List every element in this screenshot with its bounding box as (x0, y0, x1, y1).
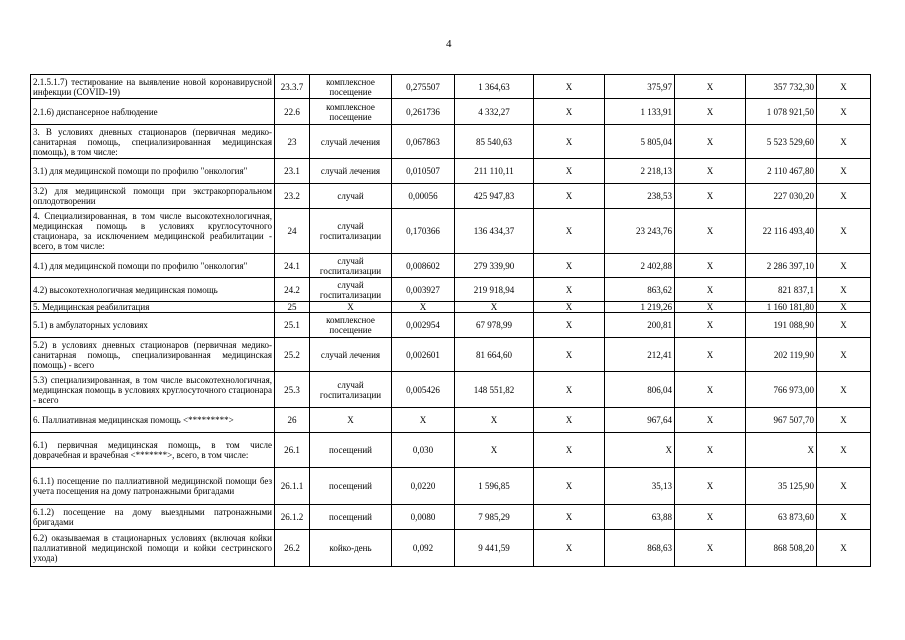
volume-norm-cell: 0,002954 (392, 313, 455, 338)
volume-norm-cell: 0,170366 (392, 209, 455, 254)
column-6-cell: X (534, 505, 605, 530)
column-6-cell: X (534, 184, 605, 209)
column-9-cell: 22 116 493,40 (746, 209, 817, 254)
column-7-cell: 23 243,76 (605, 209, 675, 254)
unit-cell: случай госпитализации (310, 278, 392, 302)
column-10-cell: X (817, 530, 871, 567)
table-row (31, 125, 871, 159)
service-name-cell: 5. Медицинская реабилитация (31, 302, 275, 313)
row-number-cell: 25 (275, 302, 310, 313)
table-row (31, 184, 871, 209)
column-7-cell: 35,13 (605, 468, 675, 505)
table-row (31, 278, 871, 302)
column-10-cell: X (817, 209, 871, 254)
column-8-cell: X (675, 159, 746, 184)
unit-cell: случай лечения (310, 125, 392, 159)
row-number-cell: 24.1 (275, 254, 310, 278)
column-6-cell: X (534, 159, 605, 184)
column-9-cell: 63 873,60 (746, 505, 817, 530)
row-number-cell: 25.3 (275, 372, 310, 408)
column-10-cell: X (817, 159, 871, 184)
column-9-cell: 227 030,20 (746, 184, 817, 209)
table-row (31, 99, 871, 125)
cost-norm-cell: 425 947,83 (455, 184, 534, 209)
row-number-cell: 23.3.7 (275, 75, 310, 99)
column-6-cell: X (534, 313, 605, 338)
cost-norm-cell: 9 441,59 (455, 530, 534, 567)
column-8-cell: X (675, 184, 746, 209)
column-9-cell: 5 523 529,60 (746, 125, 817, 159)
column-8-cell: X (675, 99, 746, 125)
cost-norm-cell: 279 339,90 (455, 254, 534, 278)
cost-norm-cell: 7 985,29 (455, 505, 534, 530)
volume-norm-cell: 0,261736 (392, 99, 455, 125)
column-9-cell: 868 508,20 (746, 530, 817, 567)
column-9-cell: 1 160 181,80 (746, 302, 817, 313)
cost-norm-cell: 67 978,99 (455, 313, 534, 338)
column-7-cell: 2 402,88 (605, 254, 675, 278)
page-number: 4 (446, 38, 452, 50)
column-6-cell: X (534, 209, 605, 254)
unit-cell: случай госпитализации (310, 372, 392, 408)
row-number-cell: 24 (275, 209, 310, 254)
column-8-cell: X (675, 302, 746, 313)
unit-cell: посещений (310, 433, 392, 468)
table-row (31, 433, 871, 468)
column-7-cell: 967,64 (605, 408, 675, 433)
column-10-cell: X (817, 468, 871, 505)
column-6-cell: X (534, 433, 605, 468)
row-number-cell: 23.1 (275, 159, 310, 184)
service-name-cell: 6.2) оказываемая в стационарных условиях (включая койки паллиативной медицинской помощи и койки сестринского ухода) (31, 530, 275, 567)
unit-cell: X (310, 408, 392, 433)
cost-norm-cell: 1 596,85 (455, 468, 534, 505)
column-8-cell: X (675, 338, 746, 372)
service-name-cell: 3.2) для медицинской помощи при экстракорпоральном оплодотворении (31, 184, 275, 209)
cost-norm-cell: X (455, 433, 534, 468)
cost-norm-cell: 211 110,11 (455, 159, 534, 184)
service-name-cell: 4.1) для медицинской помощи по профилю "онкология" (31, 254, 275, 278)
column-7-cell: 5 805,04 (605, 125, 675, 159)
table-row (31, 408, 871, 433)
column-8-cell: X (675, 209, 746, 254)
column-10-cell: X (817, 278, 871, 302)
column-7-cell: 2 218,13 (605, 159, 675, 184)
unit-cell: случай лечения (310, 159, 392, 184)
column-6-cell: X (534, 302, 605, 313)
row-number-cell: 25.2 (275, 338, 310, 372)
volume-norm-cell: 0,275507 (392, 75, 455, 99)
column-6-cell: X (534, 99, 605, 125)
unit-cell: комплексное посещение (310, 313, 392, 338)
column-7-cell: 806,04 (605, 372, 675, 408)
unit-cell: посещений (310, 505, 392, 530)
row-number-cell: 23 (275, 125, 310, 159)
column-7-cell: X (605, 433, 675, 468)
service-name-cell: 6.1) первичная медицинская помощь, в том числе доврачебная и врачебная <*******>, всего, в том числе: (31, 433, 275, 468)
column-7-cell: 63,88 (605, 505, 675, 530)
cost-norm-cell: 1 364,63 (455, 75, 534, 99)
column-8-cell: X (675, 505, 746, 530)
service-name-cell: 6.1.1) посещение по паллиативной медицинской помощи без учета посещения на дому патронажными бригадами (31, 468, 275, 505)
column-10-cell: X (817, 184, 871, 209)
service-name-cell: 2.1.6) диспансерное наблюдение (31, 99, 275, 125)
cost-norm-cell: X (455, 408, 534, 433)
table-row (31, 254, 871, 278)
column-7-cell: 375,97 (605, 75, 675, 99)
unit-cell: комплексное посещение (310, 75, 392, 99)
cost-norm-cell: 219 918,94 (455, 278, 534, 302)
column-7-cell: 200,81 (605, 313, 675, 338)
column-8-cell: X (675, 278, 746, 302)
column-9-cell: 2 110 467,80 (746, 159, 817, 184)
column-6-cell: X (534, 408, 605, 433)
column-8-cell: X (675, 254, 746, 278)
table-row (31, 372, 871, 408)
service-name-cell: 4. Специализированная, в том числе высокотехнологичная, медицинская помощь в условиях круглосуточного стационара, за исключением медицинской реабилитации - всего, в том числе: (31, 209, 275, 254)
table-row (31, 209, 871, 254)
row-number-cell: 26.1.1 (275, 468, 310, 505)
cost-norm-cell: 85 540,63 (455, 125, 534, 159)
column-7-cell: 238,53 (605, 184, 675, 209)
column-8-cell: X (675, 468, 746, 505)
column-9-cell: 821 837,1 (746, 278, 817, 302)
row-number-cell: 26.1.2 (275, 505, 310, 530)
volume-norm-cell: X (392, 408, 455, 433)
service-name-cell: 2.1.5.1.7) тестирование на выявление новой коронавирусной инфекции (COVID-19) (31, 75, 275, 99)
column-9-cell: 2 286 397,10 (746, 254, 817, 278)
unit-cell: случай госпитализации (310, 254, 392, 278)
table-row (31, 302, 871, 313)
column-6-cell: X (534, 254, 605, 278)
service-name-cell: 5.2) в условиях дневных стационаров (первичная медико-санитарная помощь, специализированная медицинская помощь) - всего (31, 338, 275, 372)
volume-norm-cell: 0,003927 (392, 278, 455, 302)
cost-norm-cell: 4 332,27 (455, 99, 534, 125)
service-name-cell: 5.3) специализированная, в том числе высокотехнологичная, медицинская помощь в условиях круглосуточного стационара - всего (31, 372, 275, 408)
column-9-cell: 1 078 921,50 (746, 99, 817, 125)
unit-cell: случай госпитализации (310, 209, 392, 254)
unit-cell: случай (310, 184, 392, 209)
volume-norm-cell: 0,010507 (392, 159, 455, 184)
volume-norm-cell: 0,008602 (392, 254, 455, 278)
column-8-cell: X (675, 530, 746, 567)
column-9-cell: 967 507,70 (746, 408, 817, 433)
volume-norm-cell: 0,092 (392, 530, 455, 567)
column-9-cell: 191 088,90 (746, 313, 817, 338)
column-7-cell: 863,62 (605, 278, 675, 302)
column-9-cell: 35 125,90 (746, 468, 817, 505)
column-10-cell: X (817, 408, 871, 433)
service-name-cell: 6.1.2) посещение на дому выездными патронажными бригадами (31, 505, 275, 530)
row-number-cell: 26 (275, 408, 310, 433)
volume-norm-cell: 0,0080 (392, 505, 455, 530)
column-10-cell: X (817, 505, 871, 530)
unit-cell: комплексное посещение (310, 99, 392, 125)
table-row (31, 159, 871, 184)
column-9-cell: X (746, 433, 817, 468)
service-name-cell: 5.1) в амбулаторных условиях (31, 313, 275, 338)
row-number-cell: 26.1 (275, 433, 310, 468)
norms-table (30, 74, 871, 567)
column-7-cell: 1 133,91 (605, 99, 675, 125)
table-row (31, 505, 871, 530)
table-row (31, 313, 871, 338)
cost-norm-cell: X (455, 302, 534, 313)
column-10-cell: X (817, 75, 871, 99)
service-name-cell: 3. В условиях дневных стационаров (первичная медико-санитарная помощь, специализированная медицинская помощь), в том числе: (31, 125, 275, 159)
column-10-cell: X (817, 433, 871, 468)
row-number-cell: 25.1 (275, 313, 310, 338)
column-9-cell: 766 973,00 (746, 372, 817, 408)
row-number-cell: 26.2 (275, 530, 310, 567)
unit-cell: случай лечения (310, 338, 392, 372)
cost-norm-cell: 136 434,37 (455, 209, 534, 254)
column-8-cell: X (675, 75, 746, 99)
volume-norm-cell: 0,0220 (392, 468, 455, 505)
volume-norm-cell: 0,00056 (392, 184, 455, 209)
column-8-cell: X (675, 408, 746, 433)
table-row (31, 338, 871, 372)
volume-norm-cell: X (392, 302, 455, 313)
table-row (31, 468, 871, 505)
column-10-cell: X (817, 99, 871, 125)
table-row (31, 75, 871, 99)
unit-cell: X (310, 302, 392, 313)
column-8-cell: X (675, 125, 746, 159)
column-7-cell: 868,63 (605, 530, 675, 567)
column-6-cell: X (534, 75, 605, 99)
table-row (31, 530, 871, 567)
column-7-cell: 212,41 (605, 338, 675, 372)
column-6-cell: X (534, 125, 605, 159)
row-number-cell: 22.6 (275, 99, 310, 125)
volume-norm-cell: 0,002601 (392, 338, 455, 372)
column-7-cell: 1 219,26 (605, 302, 675, 313)
row-number-cell: 23.2 (275, 184, 310, 209)
column-10-cell: X (817, 338, 871, 372)
service-name-cell: 3.1) для медицинской помощи по профилю "онкология" (31, 159, 275, 184)
column-10-cell: X (817, 302, 871, 313)
cost-norm-cell: 81 664,60 (455, 338, 534, 372)
column-10-cell: X (817, 313, 871, 338)
column-8-cell: X (675, 313, 746, 338)
column-6-cell: X (534, 468, 605, 505)
volume-norm-cell: 0,030 (392, 433, 455, 468)
column-6-cell: X (534, 278, 605, 302)
column-6-cell: X (534, 338, 605, 372)
column-10-cell: X (817, 372, 871, 408)
column-8-cell: X (675, 372, 746, 408)
column-10-cell: X (817, 254, 871, 278)
row-number-cell: 24.2 (275, 278, 310, 302)
column-6-cell: X (534, 372, 605, 408)
unit-cell: посещений (310, 468, 392, 505)
column-10-cell: X (817, 125, 871, 159)
column-9-cell: 202 119,90 (746, 338, 817, 372)
unit-cell: койко-день (310, 530, 392, 567)
volume-norm-cell: 0,005426 (392, 372, 455, 408)
volume-norm-cell: 0,067863 (392, 125, 455, 159)
column-8-cell: X (675, 433, 746, 468)
service-name-cell: 4.2) высокотехнологичная медицинская помощь (31, 278, 275, 302)
cost-norm-cell: 148 551,82 (455, 372, 534, 408)
column-6-cell: X (534, 530, 605, 567)
column-9-cell: 357 732,30 (746, 75, 817, 99)
service-name-cell: 6. Паллиативная медицинская помощь <*********> (31, 408, 275, 433)
